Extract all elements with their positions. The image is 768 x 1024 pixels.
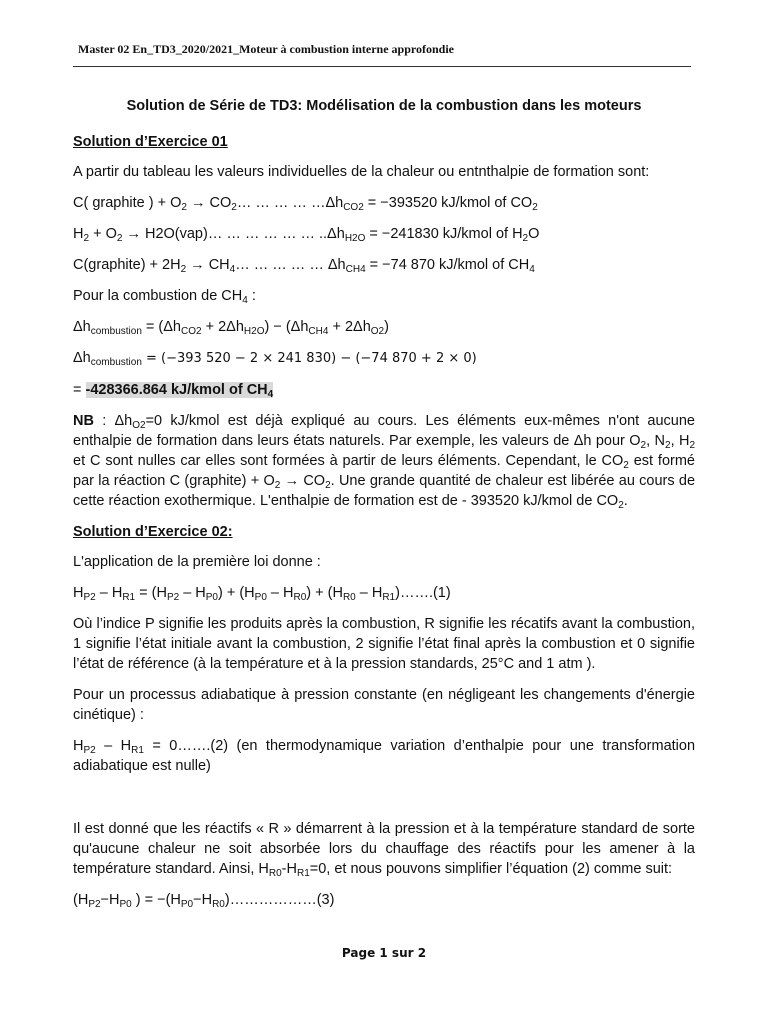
equation-3: ($H_{P2}-H_{P0}$ ) = $-(H_{P0}-H_{R0})\dots\dots\dots\dots\dots\dots(3)$ (73, 892, 335, 910)
document-header: Master 02 En_TD3_2020/2021_Moteur à combustion interne approfondie (78, 42, 455, 56)
combustion-formula: $\Delta h_{combustion} = (\Delta h_{CO2} + 2\Delta h_{H2O}) - (\Delta h_{CH4} + 2\Delta h_{O2})$ (73, 319, 389, 337)
equation-co2: C( graphite ) + $O_2$ → $CO_2\dots$ … … … $\dots\Delta h_{CO2} = -393520$ kJ/kmol of $CO_2$ (73, 195, 538, 213)
spacer (73, 787, 695, 819)
page-number: Page 1 sur 2 (341, 946, 427, 960)
indices-paragraph: Où l’indice P signifie les produits après la combustion, R signifie les récatifs avant la combustion, 1 signifie l’état initiale avant la combustion, 2 signifie l’état final après la combustion et 0 signifie l’état de référence (à la température et à la pression standards, 25°C and 1 atm ). (73, 616, 695, 672)
header-rule (73, 66, 691, 67)
combustion-calculation: $\Delta h_{combustion} = (-393$ 520 − 2 × 241 830) − (−74 870 + 2 × 0) (73, 350, 477, 368)
nb-paragraph: NB : $\Delta h_{O2}=0$ kJ/kmol est déjà expliqué au cours. Les éléments eux-mêmes n'ont aucune enthalpie de formation dans leurs états naturels. Par exemple, les valeurs de Δh pour $O_2$, $N_2$, $H_2$ et C sont nulles car elles sont formées à partir de leurs éléments. Cependant, le $CO_2$ est formé par la réaction C (graphite) + $O_2 \to CO_2$. Une grande quantité de chaleur est libérée au cours de cette réaction exothermique. L'enthalpie de formation est de - 393520 kJ/kmol de $CO_2$. (73, 413, 696, 511)
exercise-2-intro: L'application de la première loi donne : (73, 554, 321, 570)
document-body (73, 132, 695, 921)
exercise-2-heading: Solution d’Exercice 02: (73, 524, 233, 540)
result-highlight: -428366.864 kJ/kmol of $CH_4$ (85, 382, 274, 400)
exercise-1-intro: A partir du tableau les valeurs individuelles de la chaleur ou entnthalpie de formation sont: (73, 164, 650, 180)
reactants-paragraph: Il est donné que les réactifs « R » démarrent à la pression et à la température standard de sorte qu'aucune chaleur ne soit absorbée lors du chauffage des réactifs pour les amener à la température standard. Ainsi, $H_{R0}-H_{R1}=0$, et nous pouvons simplifier l’équation (2) comme suit: (73, 821, 695, 879)
equation-2: $H_{P2} - H_{R1}$ = 0…….(2) (en thermodynamique variation d’enthalpie pour une transformation adiabatique est nulle) (73, 738, 696, 774)
page-title: Solution de Série de TD3: Modélisation de la combustion dans les moteurs (126, 98, 642, 114)
equation-ch4: C(graphite) + $2H_2$ → $CH_4\dots$ … … … … $\Delta h_{CH4} = -74$ 870 kJ/kmol of $CH_4$ (73, 257, 535, 275)
exercise-1-heading: Solution d’Exercice 01 (73, 134, 228, 150)
equation-1: $H_{P2} - H_{R1} = (H_{P2} - H_{P0}) + (H_{P0} - H_{R0}) + (H_{R0}$ – $H_{R1})\dots\dots.(1)$ (73, 585, 451, 603)
combustion-result: = -428366.864 kJ/kmol of $CH_4$ (73, 382, 274, 400)
adiabatic-paragraph: Pour un processus adiabatique à pression constante (en négligeant les changements d'énergie cinétique) : (73, 687, 695, 723)
equation-h2o: $H_2 + O_2$ → H2O(vap)… … … … … … $..\Delta h_{H2O} = -241830$ kJ/kmol of $H_2O$ (73, 226, 540, 244)
combustion-label: Pour la combustion de $CH_4$ : (73, 288, 256, 306)
